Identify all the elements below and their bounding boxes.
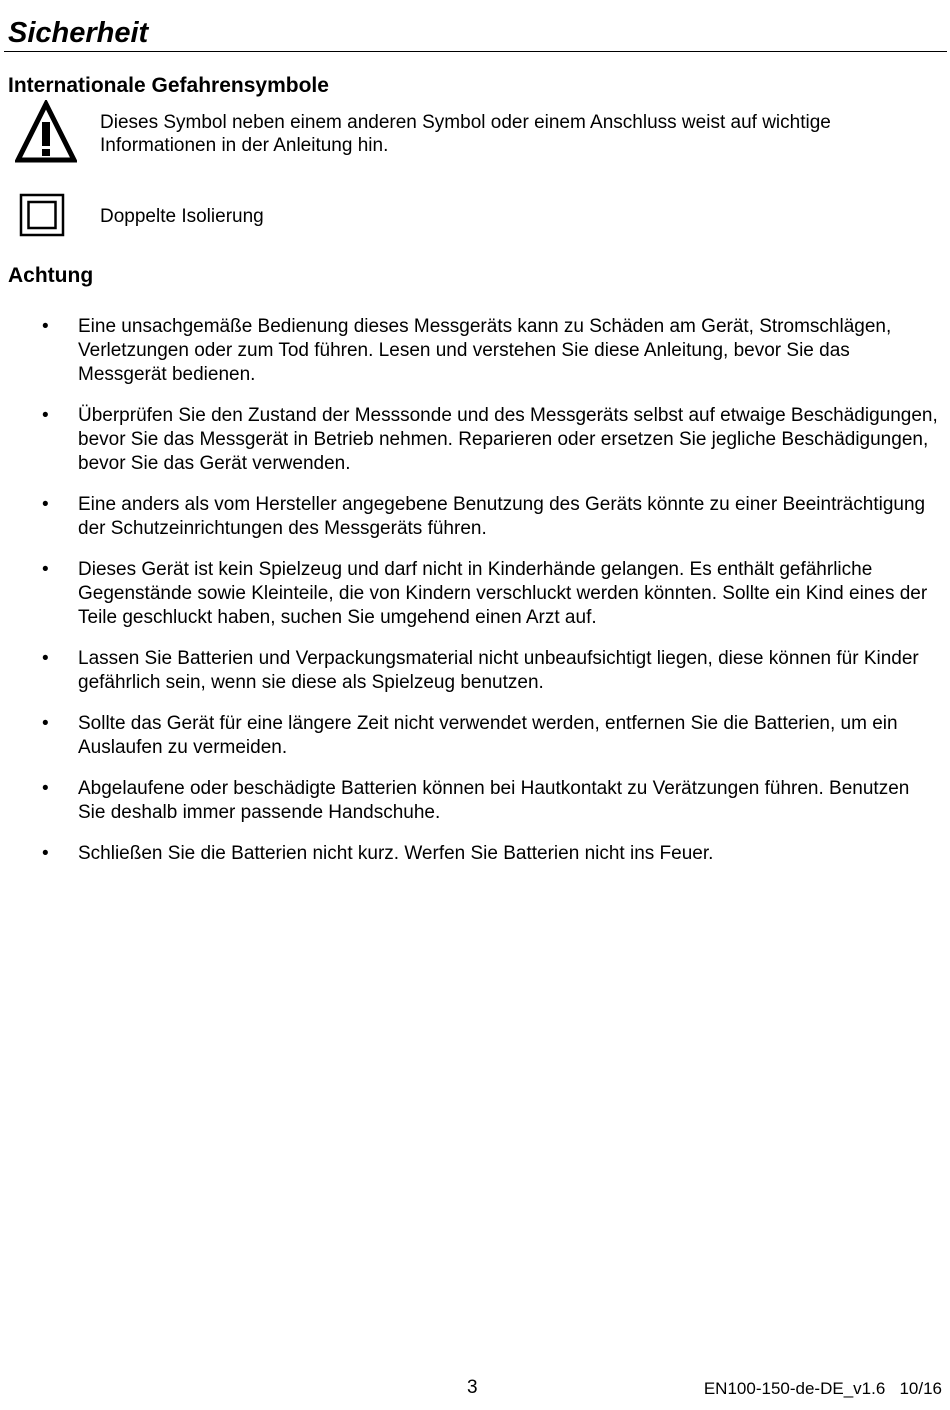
list-item-text: Abgelaufene oder beschädigte Batterien können bei Hautkontakt zu Verätzungen führen. Benutzen Sie deshalb immer passende Handschuhe. xyxy=(78,778,910,823)
bullet-icon: • xyxy=(42,316,49,337)
bullet-icon: • xyxy=(42,713,49,734)
bullet-icon: • xyxy=(42,648,49,669)
double-insulation-icon xyxy=(19,193,65,242)
symbols-heading: Internationale Gefahrensymbole xyxy=(8,74,329,97)
caution-list xyxy=(0,315,950,883)
bullet-icon: • xyxy=(42,494,49,515)
warning-triangle-icon xyxy=(15,100,77,169)
list-item xyxy=(0,558,950,630)
symbol-warning-text: Dieses Symbol neben einem anderen Symbol oder einem Anschluss weist auf wichtige Informationen in der Anleitung hin. xyxy=(100,112,831,156)
symbol-double-insulation-text: Doppelte Isolierung xyxy=(100,206,264,227)
list-item xyxy=(0,842,950,866)
bullet-icon: • xyxy=(42,559,49,580)
list-item xyxy=(0,404,950,476)
list-item-text: Sollte das Gerät für eine längere Zeit nicht verwendet werden, entfernen Sie die Batterien, um ein Auslaufen zu vermeiden. xyxy=(78,713,898,758)
list-item-text: Dieses Gerät ist kein Spielzeug und darf nicht in Kinderhände gelangen. Es enthält gefährliche Gegenstände sowie Kleinteile, die von Kindern verschluckt werden könnten. Sollte ein Kind eines der Teile geschluckt haben, suchen Sie umgehend einen Arzt auf. xyxy=(78,559,928,628)
list-item xyxy=(0,712,950,760)
list-item-text: Eine unsachgemäße Bedienung dieses Messgeräts kann zu Schäden am Gerät, Stromschlägen, Verletzungen oder zum Tod führen. Lesen und verstehen Sie diese Anleitung, bevor Sie das Messgerät bedienen. xyxy=(78,316,892,385)
title-rule xyxy=(4,51,947,52)
bullet-icon: • xyxy=(42,778,49,799)
list-item-text: Schließen Sie die Batterien nicht kurz. Werfen Sie Batterien nicht ins Feuer. xyxy=(78,843,714,864)
bullet-icon: • xyxy=(42,843,49,864)
list-item-text: Lassen Sie Batterien und Verpackungsmaterial nicht unbeaufsichtigt liegen, diese können für Kinder gefährlich sein, wenn sie diese als Spielzeug benutzen. xyxy=(78,648,919,693)
bullet-icon: • xyxy=(42,405,49,426)
list-item xyxy=(0,315,950,387)
list-item xyxy=(0,493,950,541)
list-item xyxy=(0,647,950,695)
list-item xyxy=(0,777,950,825)
caution-heading: Achtung xyxy=(8,264,94,287)
list-item-text: Überprüfen Sie den Zustand der Messsonde und des Messgeräts selbst auf etwaige Beschädigungen, bevor Sie das Messgerät in Betrieb nehmen. Reparieren oder ersetzen Sie jegliche Beschädigungen, bevor Sie das Gerät verwenden. xyxy=(78,405,938,474)
page-title: Sicherheit xyxy=(8,17,149,49)
document-code: EN100-150-de-DE_v1.6 10/16 xyxy=(703,1379,942,1398)
list-item-text: Eine anders als vom Hersteller angegebene Benutzung des Geräts könnte zu einer Beeinträchtigung der Schutzeinrichtungen des Messgeräts führen. xyxy=(78,494,926,539)
page-number: 3 xyxy=(467,1377,478,1398)
